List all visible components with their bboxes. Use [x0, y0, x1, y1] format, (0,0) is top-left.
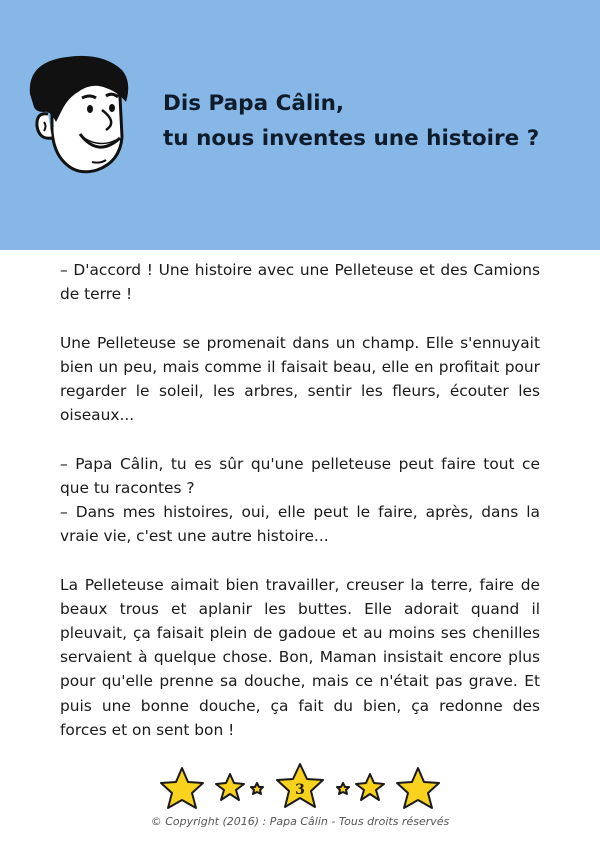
story-paragraph-2: Une Pelleteuse se promenait dans un champ. Elle s'ennuyait bien un peu, mais comme il faisait beau, elle en profitait pour regarder le soleil, les arbres, sentir les fleurs, écouter les oiseaux... [60, 333, 540, 425]
story-paragraph-1: – D'accord ! Une histoire avec une Pelleteuse et des Camions de terre ! [60, 261, 540, 304]
header-banner [0, 0, 600, 250]
copyright-text: © Copyright (2016) : Papa Câlin - Tous droits réservés [150, 815, 450, 828]
star-icon [356, 774, 384, 800]
story-text [60, 258, 540, 766]
page-title [163, 86, 583, 156]
title-line-2: tu nous inventes une histoire ? [163, 126, 540, 151]
page-number-stars [150, 762, 450, 817]
star-icon [216, 774, 244, 800]
story-paragraph-4: – Dans mes histoires, oui, elle peut le faire, après, dans la vraie vie, c'est une autre histoire... [60, 503, 540, 546]
star-icon [397, 768, 439, 808]
page-number: 3 [295, 782, 305, 798]
star-icon [251, 783, 263, 794]
papa-calin-avatar-icon [22, 52, 140, 182]
star-icon [161, 768, 203, 808]
story-paragraph-3: – Papa Câlin, tu es sûr qu'une pelleteuse peut faire tout ce que tu racontes ? [60, 454, 540, 497]
star-icon [337, 783, 349, 794]
story-paragraph-5: La Pelleteuse aimait bien travailler, creuser la terre, faire de beaux trous et aplanir les buttes. Elle adorait quand il pleuvait, ça faisait plein de gadoue et au moins ses chenilles servaient à quelque chose. Bon, Maman insistait encore plus pour qu'elle prenne sa douche, mais ce n'était pas grave. Et puis une bonne douche, ça fait du bien, ça redonne des forces et on sent bon ! [60, 575, 540, 739]
title-line-1: Dis Papa Câlin, [163, 91, 345, 116]
